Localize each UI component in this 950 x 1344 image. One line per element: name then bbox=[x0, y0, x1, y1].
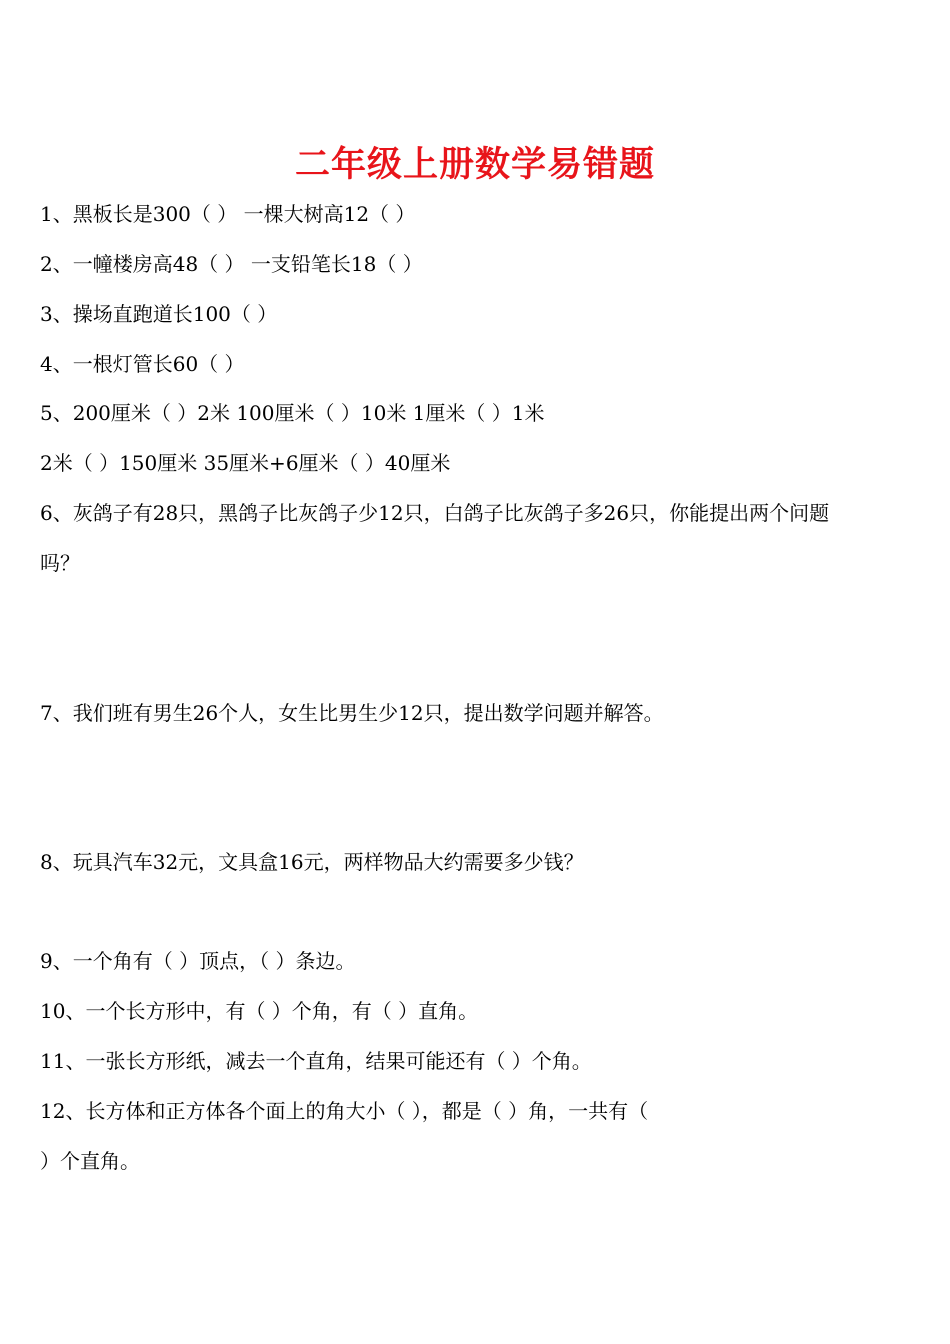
question-6-line-2: 吗？ bbox=[40, 551, 80, 575]
question-12-line-1: 12、长方体和正方体各个面上的角大小（ ），都是（ ）角，一共有（ bbox=[40, 1099, 649, 1123]
question-5-line-2: 2米（ ）150厘米 35厘米+6厘米（ ）40厘米 bbox=[40, 451, 451, 475]
question-11: 11、一张长方形纸，减去一个直角，结果可能还有（ ）个角。 bbox=[40, 1049, 592, 1073]
page-title: 二年级上册数学易错题 bbox=[294, 144, 655, 185]
question-6-line-1: 6、灰鸽子有28只，黑鸽子比灰鸽子少12只，白鸽子比灰鸽子多26只，你能提出两个问题 bbox=[40, 501, 830, 525]
question-12-line-2: ）个直角。 bbox=[40, 1149, 140, 1173]
question-2: 2、一幢楼房高48（ ） 一支铅笔长18（ ） bbox=[40, 252, 423, 276]
question-3: 3、操场直跑道长100（ ） bbox=[40, 302, 278, 326]
question-4: 4、一根灯管长60（ ） bbox=[40, 352, 245, 376]
question-8: 8、玩具汽车32元，文具盒16元，两样物品大约需要多少钱？ bbox=[40, 850, 584, 874]
question-1: 1、黑板长是300（ ） 一棵大树高12（ ） bbox=[40, 202, 416, 226]
question-9: 9、一个角有（ ）顶点，（ ）条边。 bbox=[40, 949, 356, 973]
question-5-line-1: 5、200厘米（ ）2米 100厘米（ ）10米 1厘米（ ）1米 bbox=[40, 401, 545, 425]
question-10: 10、一个长方形中，有（ ）个角，有（ ）直角。 bbox=[40, 999, 479, 1023]
question-7: 7、我们班有男生26个人，女生比男生少12只，提出数学问题并解答。 bbox=[40, 701, 664, 725]
